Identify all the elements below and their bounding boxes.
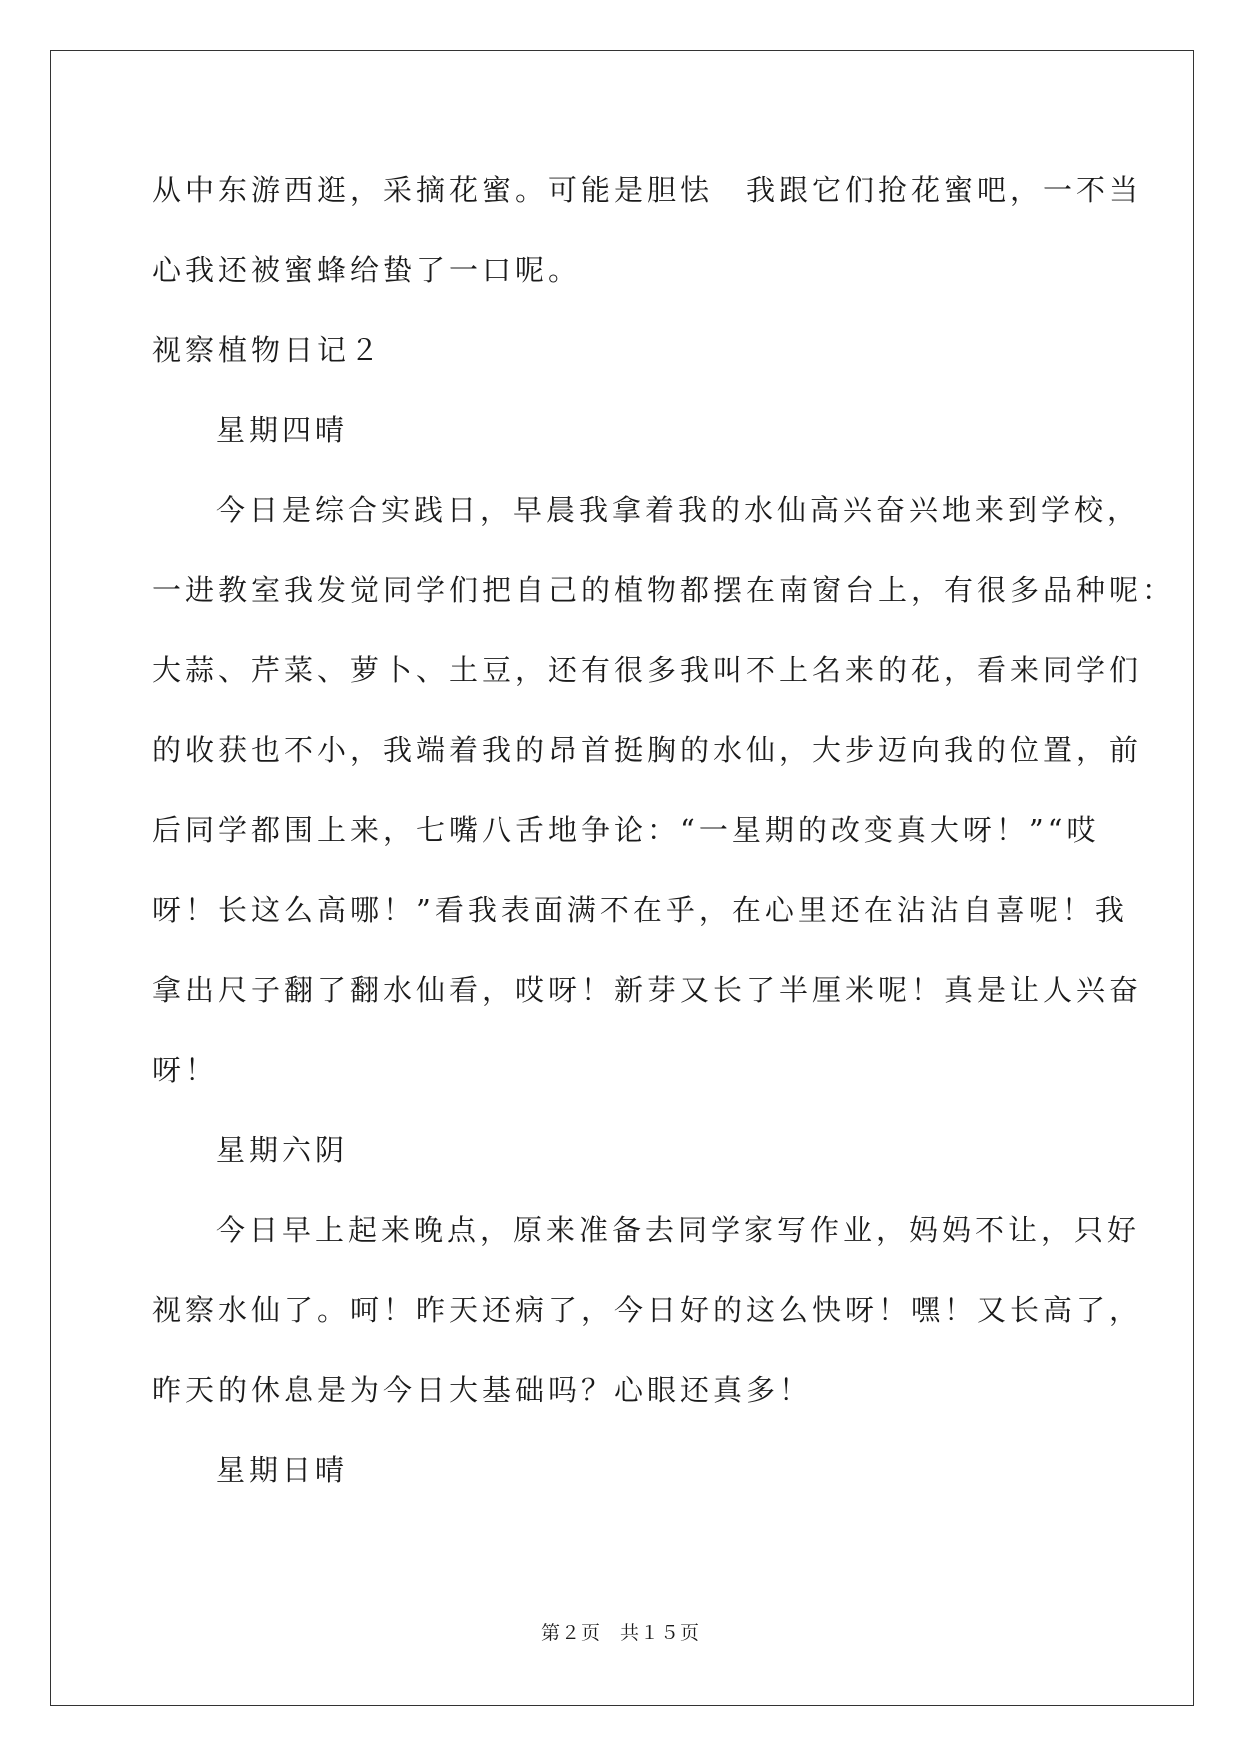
paragraph-line: 昨天的休息是为今日大基础吗？心眼还真多！ [152,1373,813,1407]
paragraph-line: 从中东游西逛，采摘花蜜。可能是胆怯 我跟它们抢花蜜吧，一不当 [152,173,1143,207]
page-footer [0,1618,1241,1645]
date-heading: 星期四晴 [216,413,349,447]
page-number: 第２页 [540,1622,601,1644]
paragraph-line: 后同学都围上来，七嘴八舌地争论：“一星期的改变真大呀！”“哎 [152,813,1100,847]
page-total: 共１５页 [620,1622,701,1644]
paragraph-line: 大蒜、芹菜、萝卜、土豆，还有很多我叫不上名来的花，看来同学们 [152,653,1143,687]
date-heading: 星期日晴 [216,1453,349,1487]
date-heading: 星期六阴 [216,1133,349,1167]
paragraph-line: 拿出尺子翻了翻水仙看，哎呀！新芽又长了半厘米呢！真是让人兴奋 [152,973,1143,1007]
paragraph-line: 今日是综合实践日，早晨我拿着我的水仙高兴奋兴地来到学校， [216,493,1141,527]
paragraph-line: 呀！长这么高哪！”看我表面满不在乎，在心里还在沾沾自喜呢！我 [152,893,1128,927]
section-title: 视察植物日记２ [152,333,384,367]
paragraph-line: 心我还被蜜蜂给蛰了一口呢。 [152,253,582,287]
paragraph-line: 今日早上起来晚点，原来准备去同学家写作业，妈妈不让，只好 [216,1213,1141,1247]
paragraph-line: 呀！ [152,1053,219,1087]
paragraph-line: 视察水仙了。呵！昨天还病了，今日好的这么快呀！嘿！又长高了， [152,1293,1143,1327]
paragraph-line: 一进教室我发觉同学们把自己的植物都摆在南窗台上，有很多品种呢： [152,573,1176,607]
paragraph-line: 的收获也不小，我端着我的昂首挺胸的水仙，大步迈向我的位置，前 [152,733,1143,767]
